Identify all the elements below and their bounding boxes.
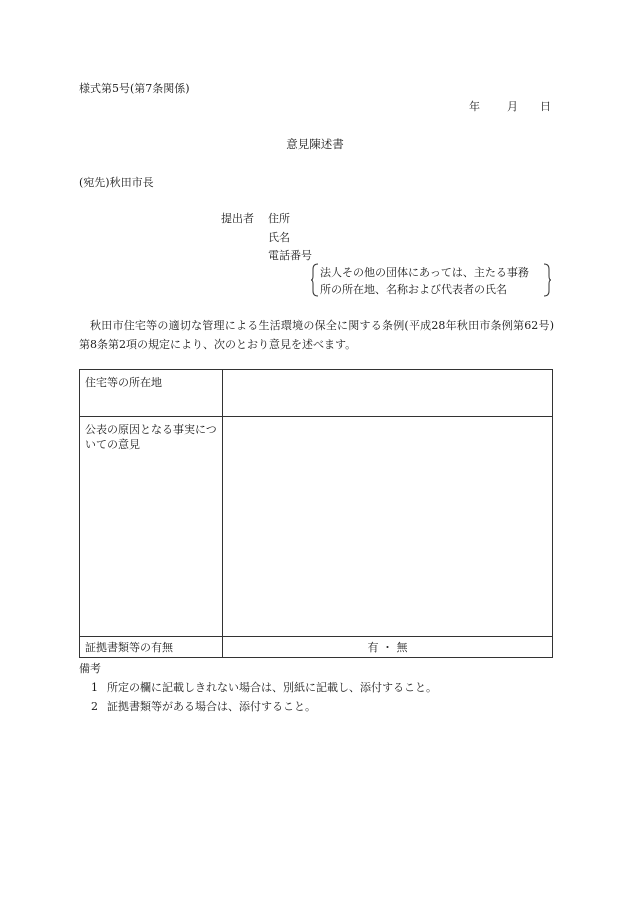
opinion-table [79, 369, 553, 658]
location-value-cell[interactable] [223, 370, 553, 417]
address-field-label: 住所 [268, 212, 290, 225]
document-title: 意見陳述書 [286, 137, 344, 151]
submitter-label: 提出者 [221, 212, 254, 225]
remark-text: 証拠書類等がある場合は、添付すること。 [107, 700, 316, 713]
corporate-note-line-2: 所の所在地、名称および代表者の氏名 [320, 283, 507, 296]
phone-field-label: 電話番号 [268, 249, 312, 262]
table-row-evidence [80, 637, 553, 658]
date-month-label: 月 [507, 100, 518, 113]
corporate-note-line-1: 法人その他の団体にあっては、主たる事務 [320, 266, 529, 279]
addressee: (宛先)秋田市長 [79, 176, 154, 189]
evidence-label: 証拠書類等の有無 [80, 637, 223, 658]
opinion-value-cell[interactable] [223, 417, 553, 637]
evidence-yes-no-choice[interactable]: 有 ・ 無 [223, 637, 553, 658]
location-label: 住宅等の所在地 [80, 370, 223, 417]
remark-item [91, 681, 437, 695]
date-year-label: 年 [469, 100, 480, 113]
remarks-heading: 備考 [79, 662, 101, 675]
table-row-location [80, 370, 553, 417]
opinion-label: 公表の原因となる事実についての意見 [80, 417, 223, 637]
remark-item [91, 700, 316, 714]
date-day-label: 日 [540, 100, 551, 113]
table-row-opinion [80, 417, 553, 637]
remark-text: 所定の欄に記載しきれない場合は、別紙に記載し、添付すること。 [107, 681, 437, 694]
remark-number: 2 [91, 700, 98, 713]
name-field-label: 氏名 [268, 231, 290, 244]
statement-body-text: 秋田市住宅等の適切な管理による生活環境の保全に関する条例(平成28年秋田市条例第62号)第8条第2項の規定により、次のとおり意見を述べます。 [79, 319, 554, 351]
remark-number: 1 [91, 681, 98, 694]
form-number-label: 様式第5号(第7条関係) [79, 82, 190, 95]
